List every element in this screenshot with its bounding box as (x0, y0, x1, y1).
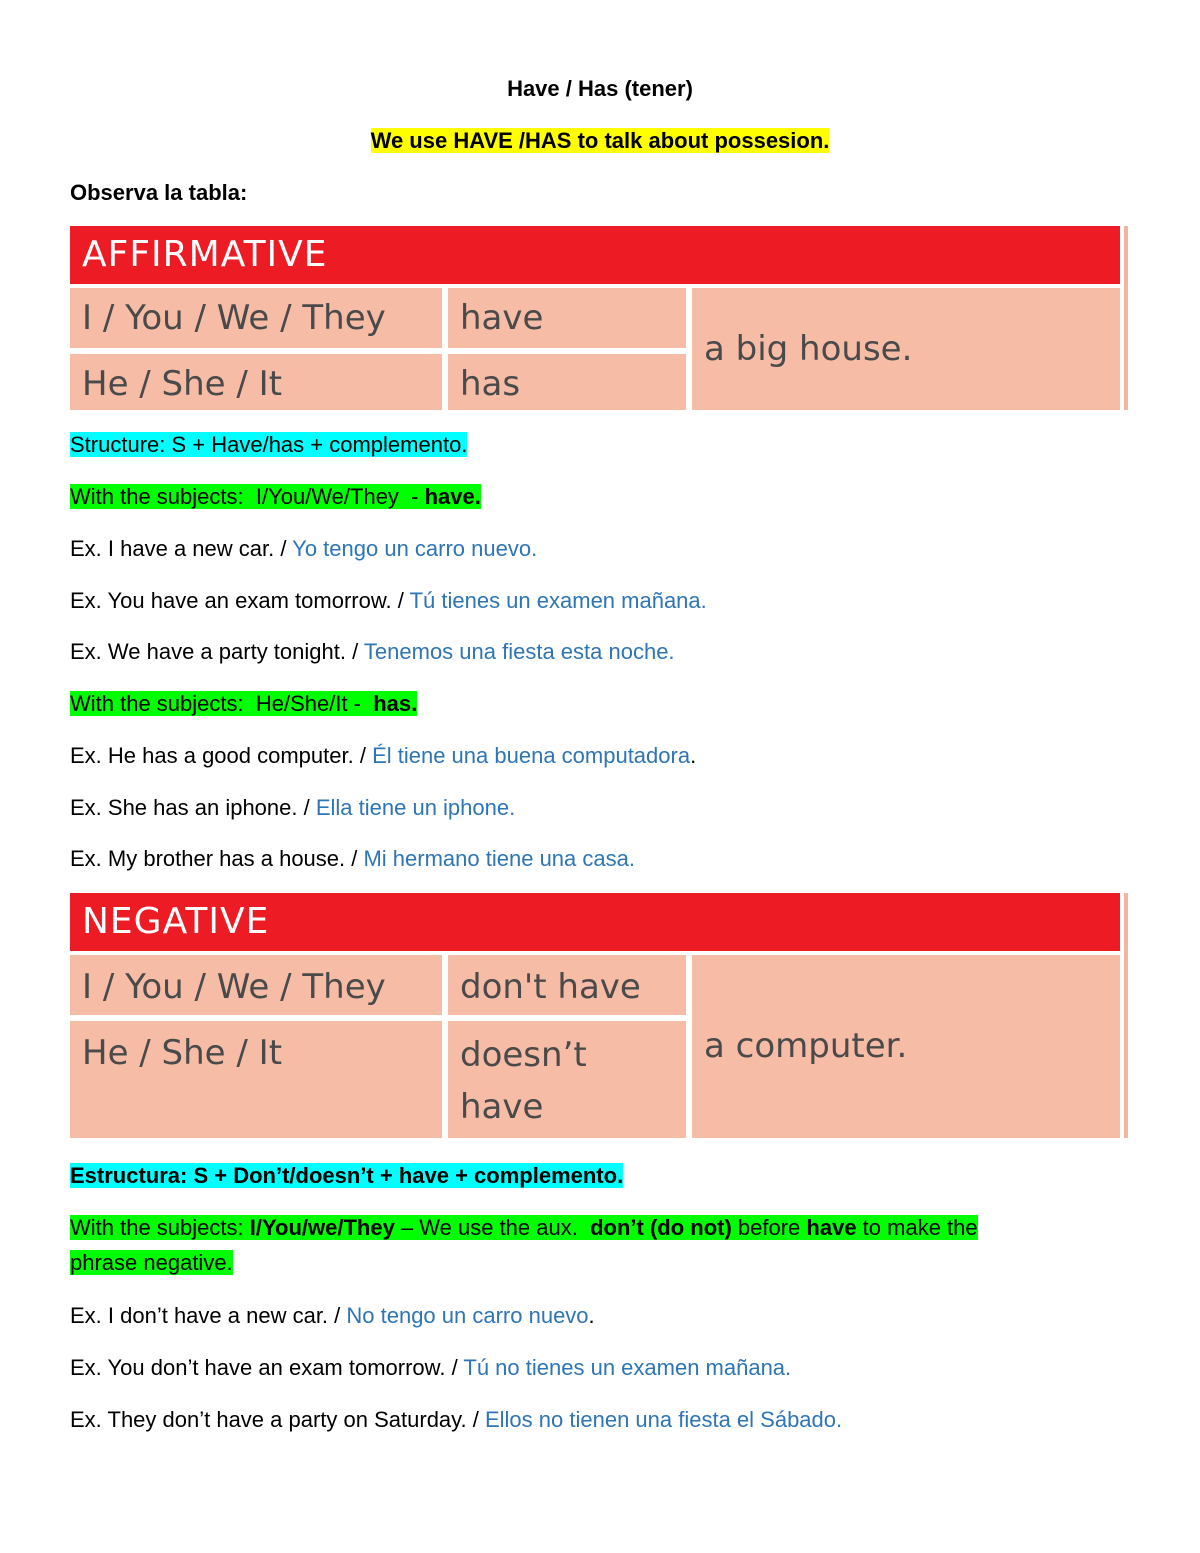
example-tail: . (588, 1303, 595, 1328)
subjects-has-verb: has. (373, 691, 418, 716)
negative-rule-text: before (731, 1215, 807, 1240)
negative-verb-dont-have: don't have (448, 955, 686, 1015)
example-english: Ex. I don’t have a new car. / (70, 1303, 347, 1328)
negative-verb-line: have (460, 1087, 544, 1127)
subjects-have-line (70, 482, 481, 512)
negative-subject-plural: I / You / We / They (70, 955, 442, 1015)
example-spanish: Tenemos una fiesta esta noche. (363, 639, 675, 664)
example-tail: . (690, 743, 697, 768)
subjects-has-line (70, 689, 417, 719)
structure-line (70, 430, 467, 460)
table-edge (1124, 226, 1128, 410)
example-english: Ex. We have a party tonight. / (70, 639, 364, 664)
negative-rule-verb: have (806, 1215, 857, 1240)
example-spanish: No tengo un carro nuevo (346, 1303, 589, 1328)
negative-rule-line (70, 1213, 978, 1243)
negative-verb-line: doesn’t (460, 1035, 587, 1075)
subjects-has-text: With the subjects: He/She/It - (70, 691, 374, 716)
negative-rule-text: to make the (856, 1215, 978, 1240)
example-english: Ex. I have a new car. / (70, 536, 293, 561)
negative-rule-aux: don’t (do not) (590, 1215, 732, 1240)
example-english: Ex. You have an exam tomorrow. / (70, 588, 410, 613)
affirmative-table (70, 226, 1128, 410)
example-english: Ex. They don’t have a party on Saturday. / (70, 1407, 485, 1432)
example-spanish: Tú tienes un examen mañana. (409, 588, 707, 613)
affirmative-subject-singular: He / She / It (70, 354, 442, 410)
table-edge (1124, 893, 1128, 1138)
affirmative-object: a big house. (692, 288, 1120, 410)
negative-rule-subjects: I/You/we/They (249, 1215, 395, 1240)
example-spanish: Ella tiene un iphone. (315, 795, 516, 820)
example-line (70, 534, 537, 564)
estructura-line (70, 1161, 623, 1191)
affirmative-verb-has: has (448, 354, 686, 410)
negative-rule-line-2 (70, 1248, 233, 1278)
subjects-have-highlight (70, 484, 481, 509)
affirmative-table-header: AFFIRMATIVE (70, 226, 1120, 284)
subtitle-line (0, 126, 1200, 156)
example-english: Ex. He has a good computer. / (70, 743, 373, 768)
estructura-highlight: Estructura: S + Don’t/doesn’t + have + complemento. (70, 1163, 624, 1188)
negative-rule-text: – We use the aux. (394, 1215, 591, 1240)
page-title: Have / Has (tener) (507, 76, 693, 101)
example-spanish: Yo tengo un carro nuevo. (292, 536, 538, 561)
structure-highlight: Structure: S + Have/has + complemento. (70, 432, 468, 457)
negative-table-header: NEGATIVE (70, 893, 1120, 951)
example-english: Ex. My brother has a house. / (70, 846, 364, 871)
example-spanish: Ellos no tienen una fiesta el Sábado. (484, 1407, 843, 1432)
negative-rule-highlight: phrase negative. (70, 1250, 233, 1275)
negative-verb-doesnt-have (448, 1021, 686, 1138)
example-english: Ex. You don’t have an exam tomorrow. / (70, 1355, 464, 1380)
example-line (70, 1353, 791, 1383)
affirmative-subject-plural: I / You / We / They (70, 288, 442, 348)
negative-rule-highlight (70, 1215, 978, 1240)
negative-object: a computer. (692, 955, 1120, 1138)
observe-label: Observa la tabla: (70, 180, 248, 205)
example-line (70, 1301, 595, 1331)
example-line (70, 586, 707, 616)
negative-rule-text: With the subjects: (70, 1215, 250, 1240)
subjects-has-highlight (70, 691, 417, 716)
subtitle-highlight: We use HAVE /HAS to talk about possesion. (370, 128, 830, 153)
negative-table (70, 893, 1128, 1138)
subjects-have-verb: have. (424, 484, 481, 509)
example-line (70, 637, 675, 667)
example-spanish: Tú no tienes un examen mañana. (463, 1355, 792, 1380)
example-line (70, 793, 515, 823)
example-english: Ex. She has an iphone. / (70, 795, 316, 820)
example-line (70, 741, 696, 771)
affirmative-verb-have: have (448, 288, 686, 348)
negative-subject-singular: He / She / It (70, 1021, 442, 1138)
example-line (70, 844, 635, 874)
example-line (70, 1405, 842, 1435)
example-spanish: Mi hermano tiene una casa. (363, 846, 635, 871)
subjects-have-text: With the subjects: I/You/We/They - (70, 484, 425, 509)
example-spanish: Él tiene una buena computadora (372, 743, 691, 768)
